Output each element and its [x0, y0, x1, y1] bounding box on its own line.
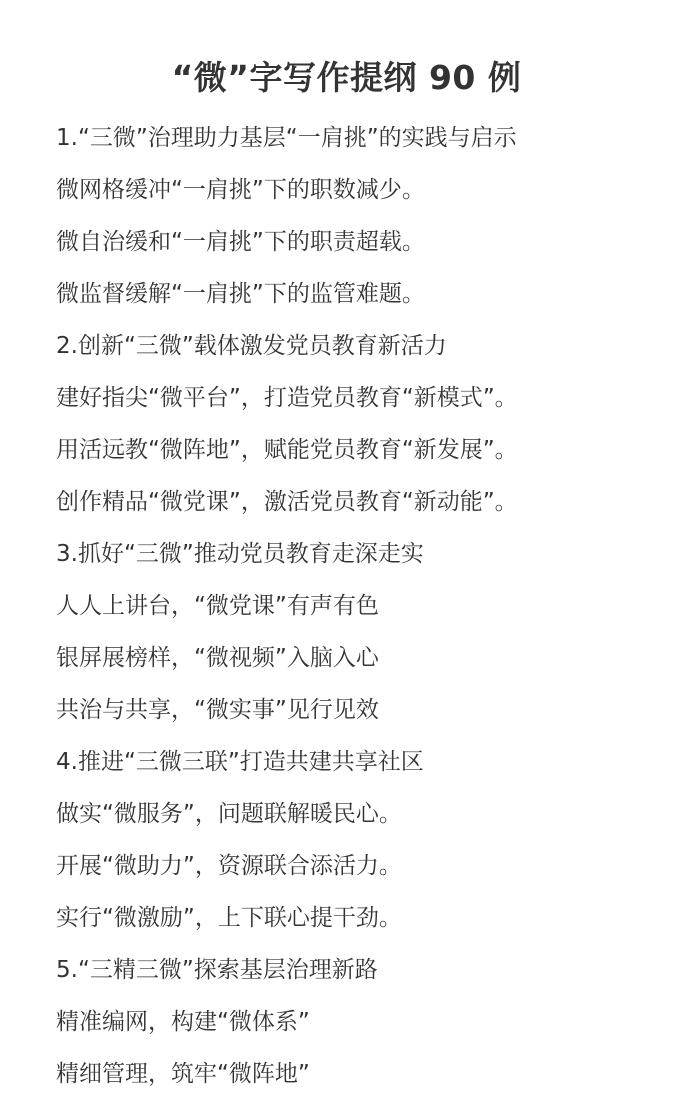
outline-item: 银屏展榜样，“微视频”入脑入心	[56, 645, 379, 671]
outline-item: 共治与共享，“微实事”见行见效	[56, 697, 379, 723]
page-title: “微”字写作提纲 90 例	[171, 58, 522, 98]
outline-item: 微自治缓和“一肩挑”下的职责超载。	[56, 229, 425, 255]
outline-heading-5: 5.“三精三微”探索基层治理新路	[56, 957, 378, 983]
outline-item: 微监督缓解“一肩挑”下的监管难题。	[56, 281, 425, 307]
outline-item: 建好指尖“微平台”，打造党员教育“新模式”。	[56, 385, 518, 411]
outline-heading-4: 4.推进“三微三联”打造共建共享社区	[56, 749, 424, 775]
outline-heading-2: 2.创新“三微”载体激发党员教育新活力	[56, 333, 447, 359]
outline-item: 做实“微服务”，问题联解暖民心。	[56, 801, 402, 827]
outline-item: 用活远教“微阵地”，赋能党员教育“新发展”。	[56, 437, 518, 463]
outline-heading-1: 1.“三微”治理助力基层“一肩挑”的实践与启示	[56, 125, 517, 151]
outline-item: 精准编网，构建“微体系”	[56, 1009, 310, 1035]
outline-item: 实行“微激励”，上下联心提干劲。	[56, 905, 402, 931]
outline-list	[56, 118, 676, 1106]
outline-item: 开展“微助力”，资源联合添活力。	[56, 853, 402, 879]
outline-item: 精细管理，筑牢“微阵地”	[56, 1061, 310, 1087]
outline-item: 创作精品“微党课”，激活党员教育“新动能”。	[56, 489, 518, 515]
outline-item: 微网格缓冲“一肩挑”下的职数减少。	[56, 177, 425, 203]
outline-heading-3: 3.抓好“三微”推动党员教育走深走实	[56, 541, 424, 567]
outline-item: 人人上讲台，“微党课”有声有色	[56, 593, 379, 619]
